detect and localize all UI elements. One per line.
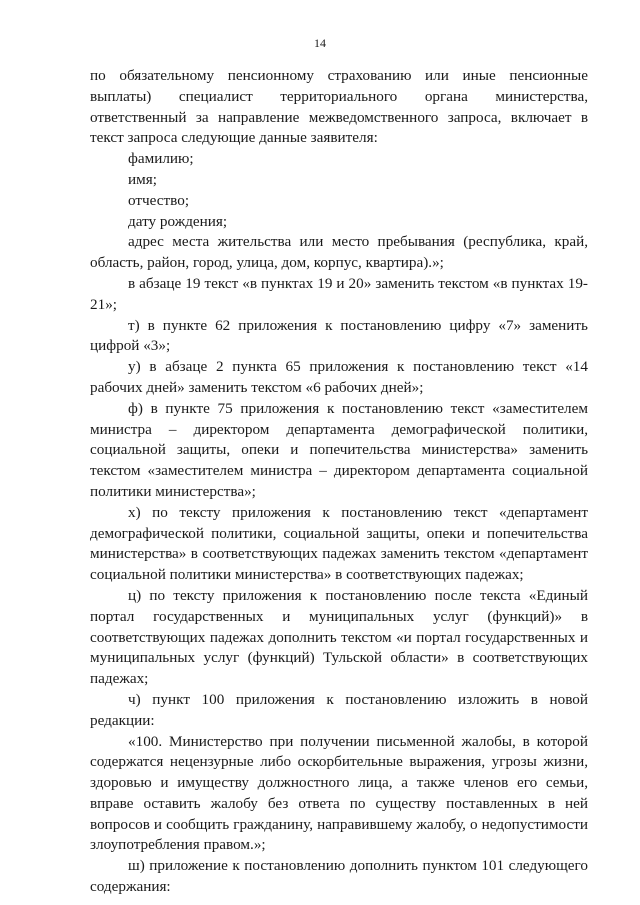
list-item-name: имя; — [128, 170, 157, 188]
list-item-surname: фамилию; — [128, 150, 194, 168]
paragraph-item-kh: х) по тексту приложения к постановлению текст «департамент демографической политики, социальной защиты, опеки и попечительства министерства» в соответствующих падежах заменить текстом «департамент социальной политики министерства» в соответствующих падежах; — [90, 503, 588, 584]
paragraph-item-f: ф) в пункте 75 приложения к постановлению текст «заместителем министра – директором департамента демографической политики, социальной защиты, опеки и попечительства министерства» заменить текстом «заместителем министра – директором департамента социальной политики министерства»; — [90, 399, 588, 500]
list-item-birthdate: дату рождения; — [128, 212, 228, 230]
paragraph-clause-100: «100. Министерство при получении письменной жалобы, в которой содержатся нецензурные либо оскорбительные выражения, угрозы жизни, здоровью и имуществу должностного лица, а также членов его семьи, вправе оставить жалобу без ответа по существу поставленных в ней вопросов и сообщить гражданину, направившему жалобу, о недопустимости злоупотребления правом.»; — [90, 732, 588, 854]
paragraph-item-ch: ч) пункт 100 приложения к постановлению изложить в новой редакции: — [90, 690, 588, 729]
paragraph-item-sh: ш) приложение к постановлению дополнить пунктом 101 следующего содержания: — [90, 857, 588, 896]
paragraph-item-u: у) в абзаце 2 пункта 65 приложения к постановлению текст «14 рабочих дней» заменить текстом «6 рабочих дней»; — [90, 358, 588, 396]
document-body — [90, 66, 588, 898]
paragraph-address: адрес места жительства или место пребывания (республика, край, область, район, город, улица, дом, корпус, квартира).»; — [90, 233, 588, 272]
paragraph-intro: по обязательному пенсионному страхованию или иные пенсионные выплаты) специалист территориального органа министерства, ответственный за направление межведомственного запроса, включает в текст запроса следующие данные заявителя: — [90, 67, 588, 147]
paragraph-item-t: т) в пункте 62 приложения к постановлению цифру «7» заменить цифрой «3»; — [90, 316, 588, 355]
paragraph-abzac-19: в абзаце 19 текст «в пунктах 19 и 20» заменить текстом «в пунктах 19-21»; — [90, 274, 588, 313]
list-item-patronymic: отчество; — [128, 191, 190, 209]
paragraph-item-ts: ц) по тексту приложения к постановлению после текста «Единый портал государственных и муниципальных услуг (функций)» в соответствующих падежах дополнить текстом «и портал государственных и муниципальных услуг (функций) Тульской области» в соответствующих падежах; — [90, 586, 588, 688]
page-number: 14 — [314, 36, 326, 50]
